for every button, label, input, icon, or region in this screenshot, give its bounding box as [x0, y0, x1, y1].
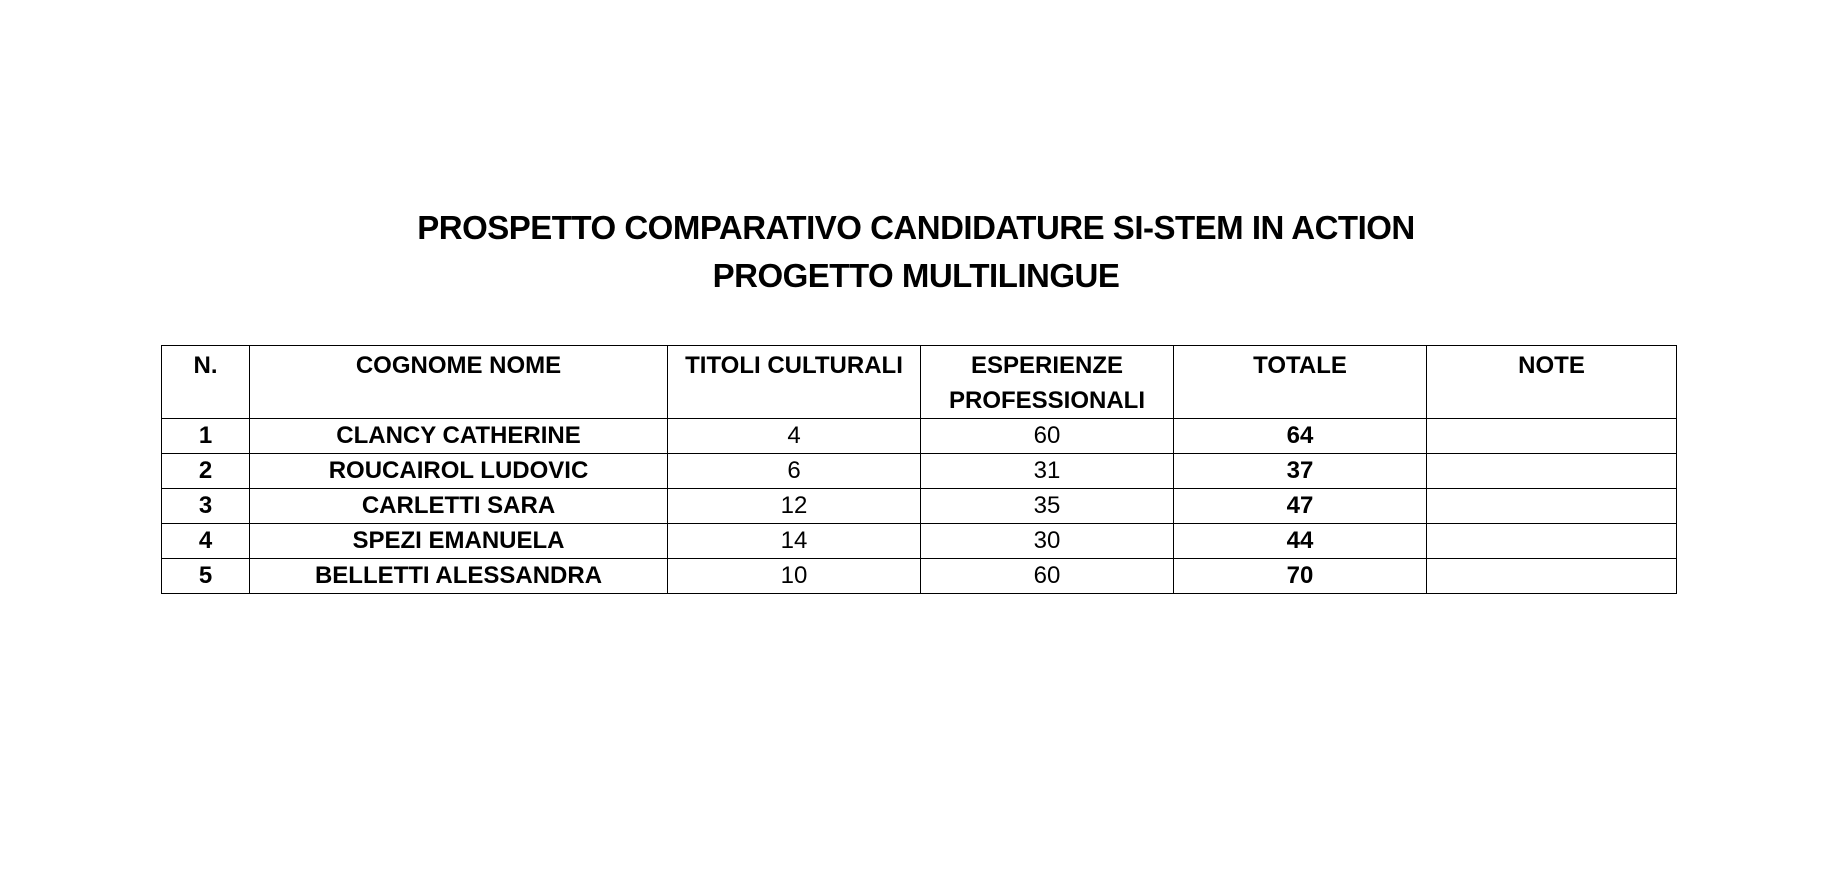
cell-titoli: 12: [668, 489, 921, 524]
header-esperienze-line1: ESPERIENZE: [970, 352, 1124, 379]
header-n: N.: [162, 346, 250, 419]
table-row: [162, 559, 1677, 594]
cell-totale: 64: [1174, 419, 1427, 454]
cell-totale: 70: [1174, 559, 1427, 594]
cell-note: [1427, 559, 1677, 594]
cell-n: 4: [162, 524, 250, 559]
cell-n: 5: [162, 559, 250, 594]
table-row: [162, 454, 1677, 489]
header-totale: TOTALE: [1174, 346, 1427, 419]
cell-name: CLANCY CATHERINE: [250, 419, 668, 454]
candidates-table: [161, 345, 1677, 594]
table-row: [162, 489, 1677, 524]
cell-totale: 37: [1174, 454, 1427, 489]
header-titoli: TITOLI CULTURALI: [668, 346, 921, 419]
header-esperienze-line2: PROFESSIONALI: [948, 387, 1146, 414]
title-line-1: PROSPETTO COMPARATIVO CANDIDATURE SI-STEM IN ACTION: [417, 209, 1415, 246]
header-note: NOTE: [1427, 346, 1677, 419]
cell-totale: 44: [1174, 524, 1427, 559]
cell-esperienze: 35: [921, 489, 1174, 524]
cell-note: [1427, 489, 1677, 524]
cell-name: ROUCAIROL LUDOVIC: [250, 454, 668, 489]
cell-note: [1427, 524, 1677, 559]
cell-titoli: 6: [668, 454, 921, 489]
title-line-2: PROGETTO MULTILINGUE: [712, 257, 1120, 294]
cell-n: 2: [162, 454, 250, 489]
header-name: COGNOME NOME: [250, 346, 668, 419]
header-esperienze: [921, 346, 1174, 419]
cell-esperienze: 31: [921, 454, 1174, 489]
cell-note: [1427, 419, 1677, 454]
table-row: [162, 419, 1677, 454]
cell-name: SPEZI EMANUELA: [250, 524, 668, 559]
table-header-row: [162, 346, 1677, 419]
cell-totale: 47: [1174, 489, 1427, 524]
document-title: [0, 204, 1832, 300]
cell-titoli: 10: [668, 559, 921, 594]
cell-esperienze: 60: [921, 419, 1174, 454]
cell-n: 1: [162, 419, 250, 454]
cell-note: [1427, 454, 1677, 489]
cell-name: CARLETTI SARA: [250, 489, 668, 524]
cell-name: BELLETTI ALESSANDRA: [250, 559, 668, 594]
cell-n: 3: [162, 489, 250, 524]
table-row: [162, 524, 1677, 559]
cell-titoli: 14: [668, 524, 921, 559]
cell-esperienze: 60: [921, 559, 1174, 594]
cell-titoli: 4: [668, 419, 921, 454]
cell-esperienze: 30: [921, 524, 1174, 559]
